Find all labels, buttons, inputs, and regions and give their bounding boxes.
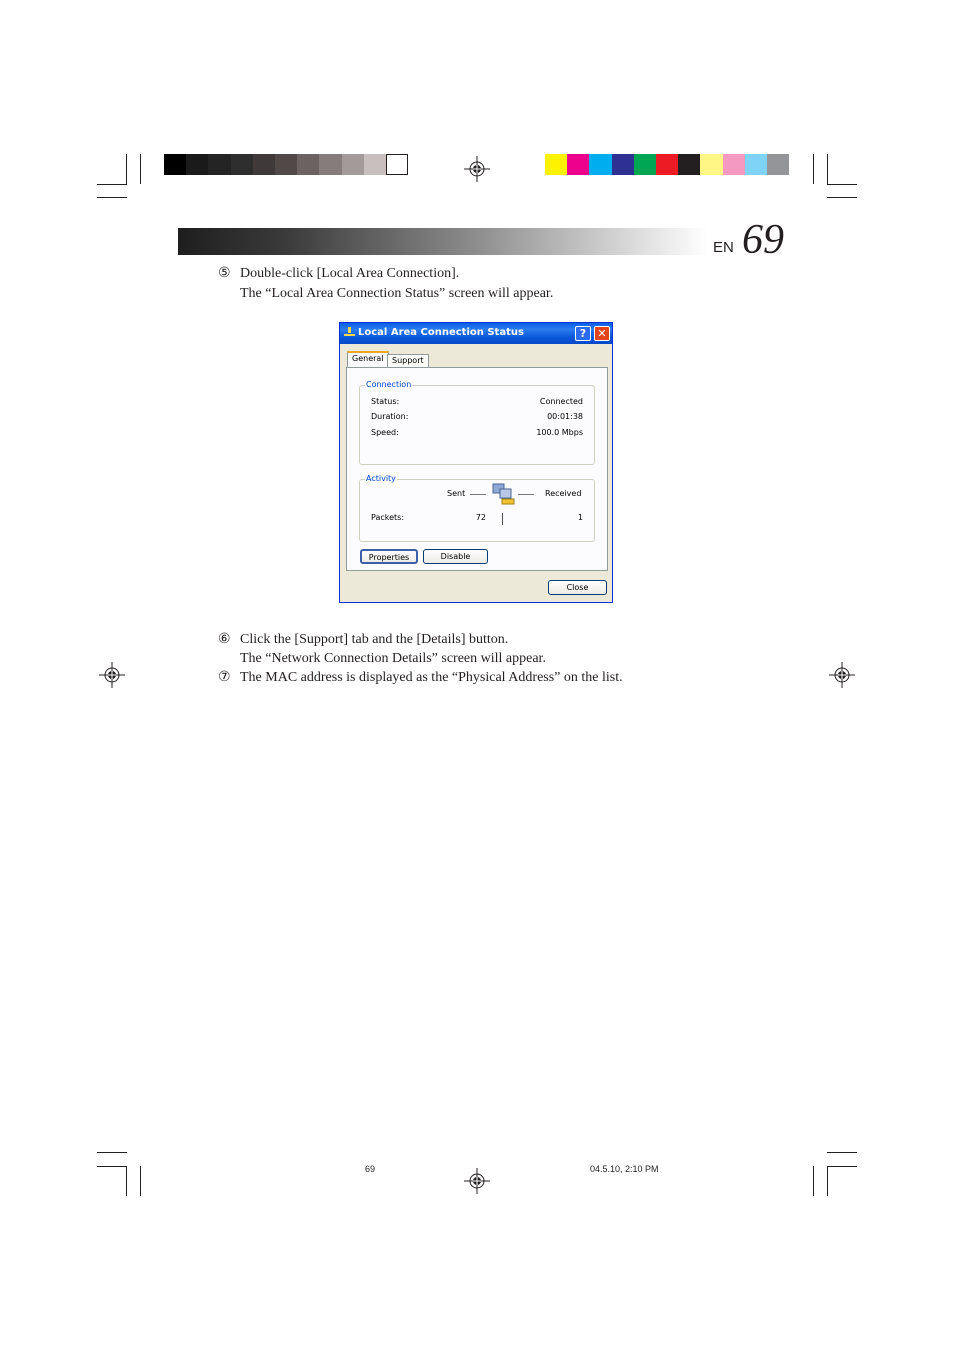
sent-label: Sent (447, 489, 466, 498)
dialog-titlebar[interactable] (340, 323, 612, 344)
step-text: The “Local Area Connection Status” screen will appear. (240, 286, 554, 301)
crop-mark (126, 1166, 127, 1196)
color-swatch (700, 154, 722, 175)
crop-mark (97, 197, 127, 198)
color-swatch (297, 154, 319, 175)
disable-button[interactable]: Disable (423, 549, 488, 564)
color-swatch (767, 154, 789, 175)
dialog-title: Local Area Connection Status (358, 327, 524, 338)
activity-group (359, 474, 595, 542)
color-swatch (231, 154, 253, 175)
speed-label: Speed: (371, 428, 399, 437)
received-line (518, 494, 534, 495)
language-label: EN (713, 239, 734, 256)
duration-label: Duration: (371, 412, 409, 421)
crop-mark (813, 1166, 814, 1196)
color-swatch (678, 154, 700, 175)
color-swatch (656, 154, 678, 175)
connection-group (359, 380, 595, 465)
crop-mark (140, 1166, 141, 1196)
color-swatch (342, 154, 364, 175)
crop-mark (827, 1166, 857, 1167)
sent-line (470, 494, 486, 495)
color-swatch (723, 154, 745, 175)
duration-value: 00:01:38 (547, 412, 583, 421)
packets-sent-value: 72 (475, 513, 486, 522)
color-swatch (745, 154, 767, 175)
status-value: Connected (539, 397, 583, 406)
connection-group-label: Connection (366, 380, 412, 389)
registration-mark-icon (829, 662, 855, 688)
crop-mark (97, 1152, 127, 1153)
tab-general[interactable]: General (347, 351, 389, 369)
received-label: Received (545, 489, 582, 498)
color-swatch (589, 154, 611, 175)
color-swatch (386, 154, 408, 175)
footer-page-number: 69 (365, 1164, 376, 1174)
properties-button[interactable]: Properties (360, 549, 418, 564)
close-window-button[interactable]: ✕ (594, 326, 610, 341)
network-icon (344, 327, 355, 338)
color-swatch (567, 154, 589, 175)
step-text: The “Network Connection Details” screen will appear. (240, 651, 546, 666)
packets-divider (502, 513, 503, 525)
step-marker: ⑤ (218, 265, 231, 281)
step-marker: ⑦ (218, 669, 231, 685)
color-swatch (634, 154, 656, 175)
color-swatch (364, 154, 386, 175)
step-text: The MAC address is displayed as the “Physical Address” on the list. (240, 670, 623, 685)
crop-mark (827, 154, 828, 184)
crop-mark (126, 154, 127, 184)
activity-group-label: Activity (366, 474, 396, 483)
crop-mark (97, 184, 127, 185)
step-marker: ⑥ (218, 631, 231, 647)
speed-value: 100.0 Mbps (536, 428, 583, 437)
step-text: Click the [Support] tab and the [Details] button. (240, 632, 509, 647)
packets-received-value: 1 (577, 513, 583, 522)
status-label: Status: (371, 397, 400, 406)
tab-support[interactable]: Support (387, 354, 429, 368)
crop-mark (827, 1152, 857, 1153)
color-swatch (164, 154, 186, 175)
status-dialog (339, 322, 613, 603)
registration-mark-icon (464, 1168, 490, 1194)
color-swatch (208, 154, 230, 175)
crop-mark (97, 1166, 127, 1167)
crop-mark (827, 197, 857, 198)
crop-mark (827, 184, 857, 185)
tab-panel (346, 367, 608, 571)
color-swatch (186, 154, 208, 175)
color-swatch (612, 154, 634, 175)
close-button[interactable]: Close (548, 580, 607, 595)
step-text: Double-click [Local Area Connection]. (240, 266, 460, 281)
footer-timestamp: 04.5.10, 2:10 PM (590, 1164, 659, 1174)
registration-mark-icon (464, 156, 490, 182)
crop-mark (140, 154, 141, 184)
packets-label: Packets: (371, 513, 405, 522)
help-button[interactable]: ? (575, 326, 591, 341)
color-swatch (253, 154, 275, 175)
color-swatch (545, 154, 567, 175)
registration-mark-icon (99, 662, 125, 688)
crop-mark (827, 1166, 828, 1196)
network-activity-icon (490, 482, 516, 506)
crop-mark (813, 154, 814, 184)
color-swatch (319, 154, 341, 175)
page-number: 69 (742, 217, 784, 263)
color-swatch (275, 154, 297, 175)
header-band (178, 228, 708, 255)
